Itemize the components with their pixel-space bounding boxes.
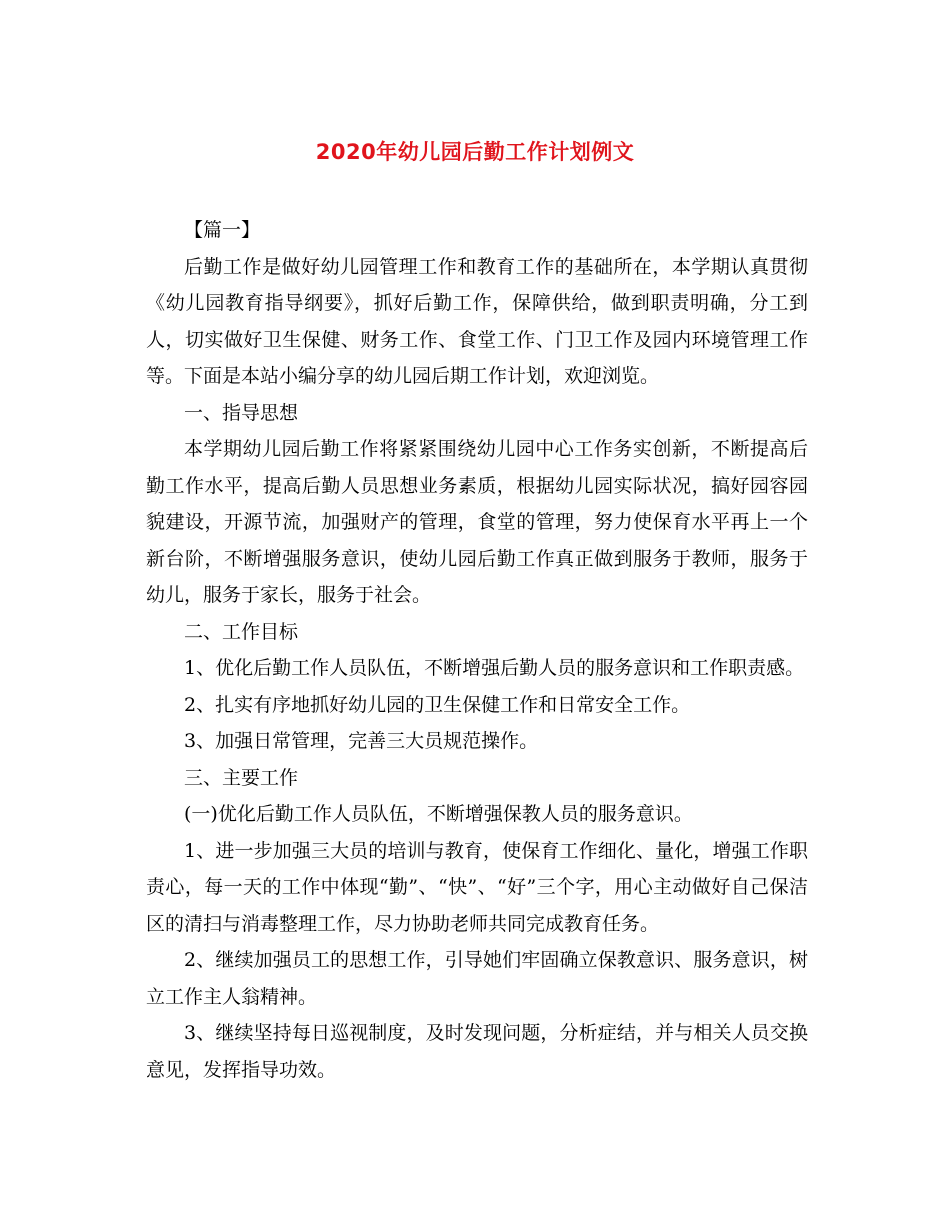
work-item-2: 2、继续加强员工的思想工作，引导她们牢固确立保教意识、服务意识，树立工作主人翁精神。 [146, 949, 808, 1008]
document-body [146, 212, 808, 1088]
work-item-1: 1、进一步加强三大员的培训与教育，使保育工作细化、量化，增强工作职责心，每一天的工作中体现“勤”、“快”、“好”三个字，用心主动做好自己保洁区的清扫与消毒整理工作，尽力协助老师共同完成教育任务。 [146, 839, 808, 935]
goal-item-1: 1、优化后勤工作人员队伍，不断增强后勤人员的服务意识和工作职责感。 [184, 657, 805, 679]
paragraph-guiding-ideology: 本学期幼儿园后勤工作将紧紧围绕幼儿园中心工作务实创新，不断提高后勤工作水平，提高后勤人员思想业务素质，根据幼儿园实际状况，搞好园容园貌建设，开源节流，加强财产的管理，食堂的管理，努力使保育水平再上一个新台阶，不断增强服务意识，使幼儿园后勤工作真正做到服务于教师，服务于幼儿，服务于家长，服务于社会。 [146, 438, 808, 606]
section-heading-work-goals: 二、工作目标 [184, 620, 299, 643]
section-heading-guiding-ideology: 一、指导思想 [184, 401, 299, 424]
paragraph-intro: 后勤工作是做好幼儿园管理工作和教育工作的基础所在，本学期认真贯彻《幼儿园教育指导纲要》，抓好后勤工作，保障供给，做到职责明确，分工到人，切实做好卫生保健、财务工作、食堂工作、门卫工作及园内环境管理工作等。下面是本站小编分享的幼儿园后期工作计划，欢迎浏览。 [146, 255, 808, 387]
subsection-heading-1: (一)优化后勤工作人员队伍，不断增强保教人员的服务意识。 [184, 803, 693, 825]
goal-item-3: 3、加强日常管理，完善三大员规范操作。 [184, 730, 539, 752]
section-heading-main-work: 三、主要工作 [184, 766, 299, 789]
section-heading-part-one: 【篇一】 [184, 219, 261, 241]
document-title: 2020年幼儿园后勤工作计划例文 [315, 140, 635, 164]
goal-item-2: 2、扎实有序地抓好幼儿园的卫生保健工作和日常安全工作。 [184, 693, 691, 716]
work-item-3: 3、继续坚持每日巡视制度，及时发现问题，分析症结，并与相关人员交换意见，发挥指导功效。 [146, 1022, 808, 1081]
